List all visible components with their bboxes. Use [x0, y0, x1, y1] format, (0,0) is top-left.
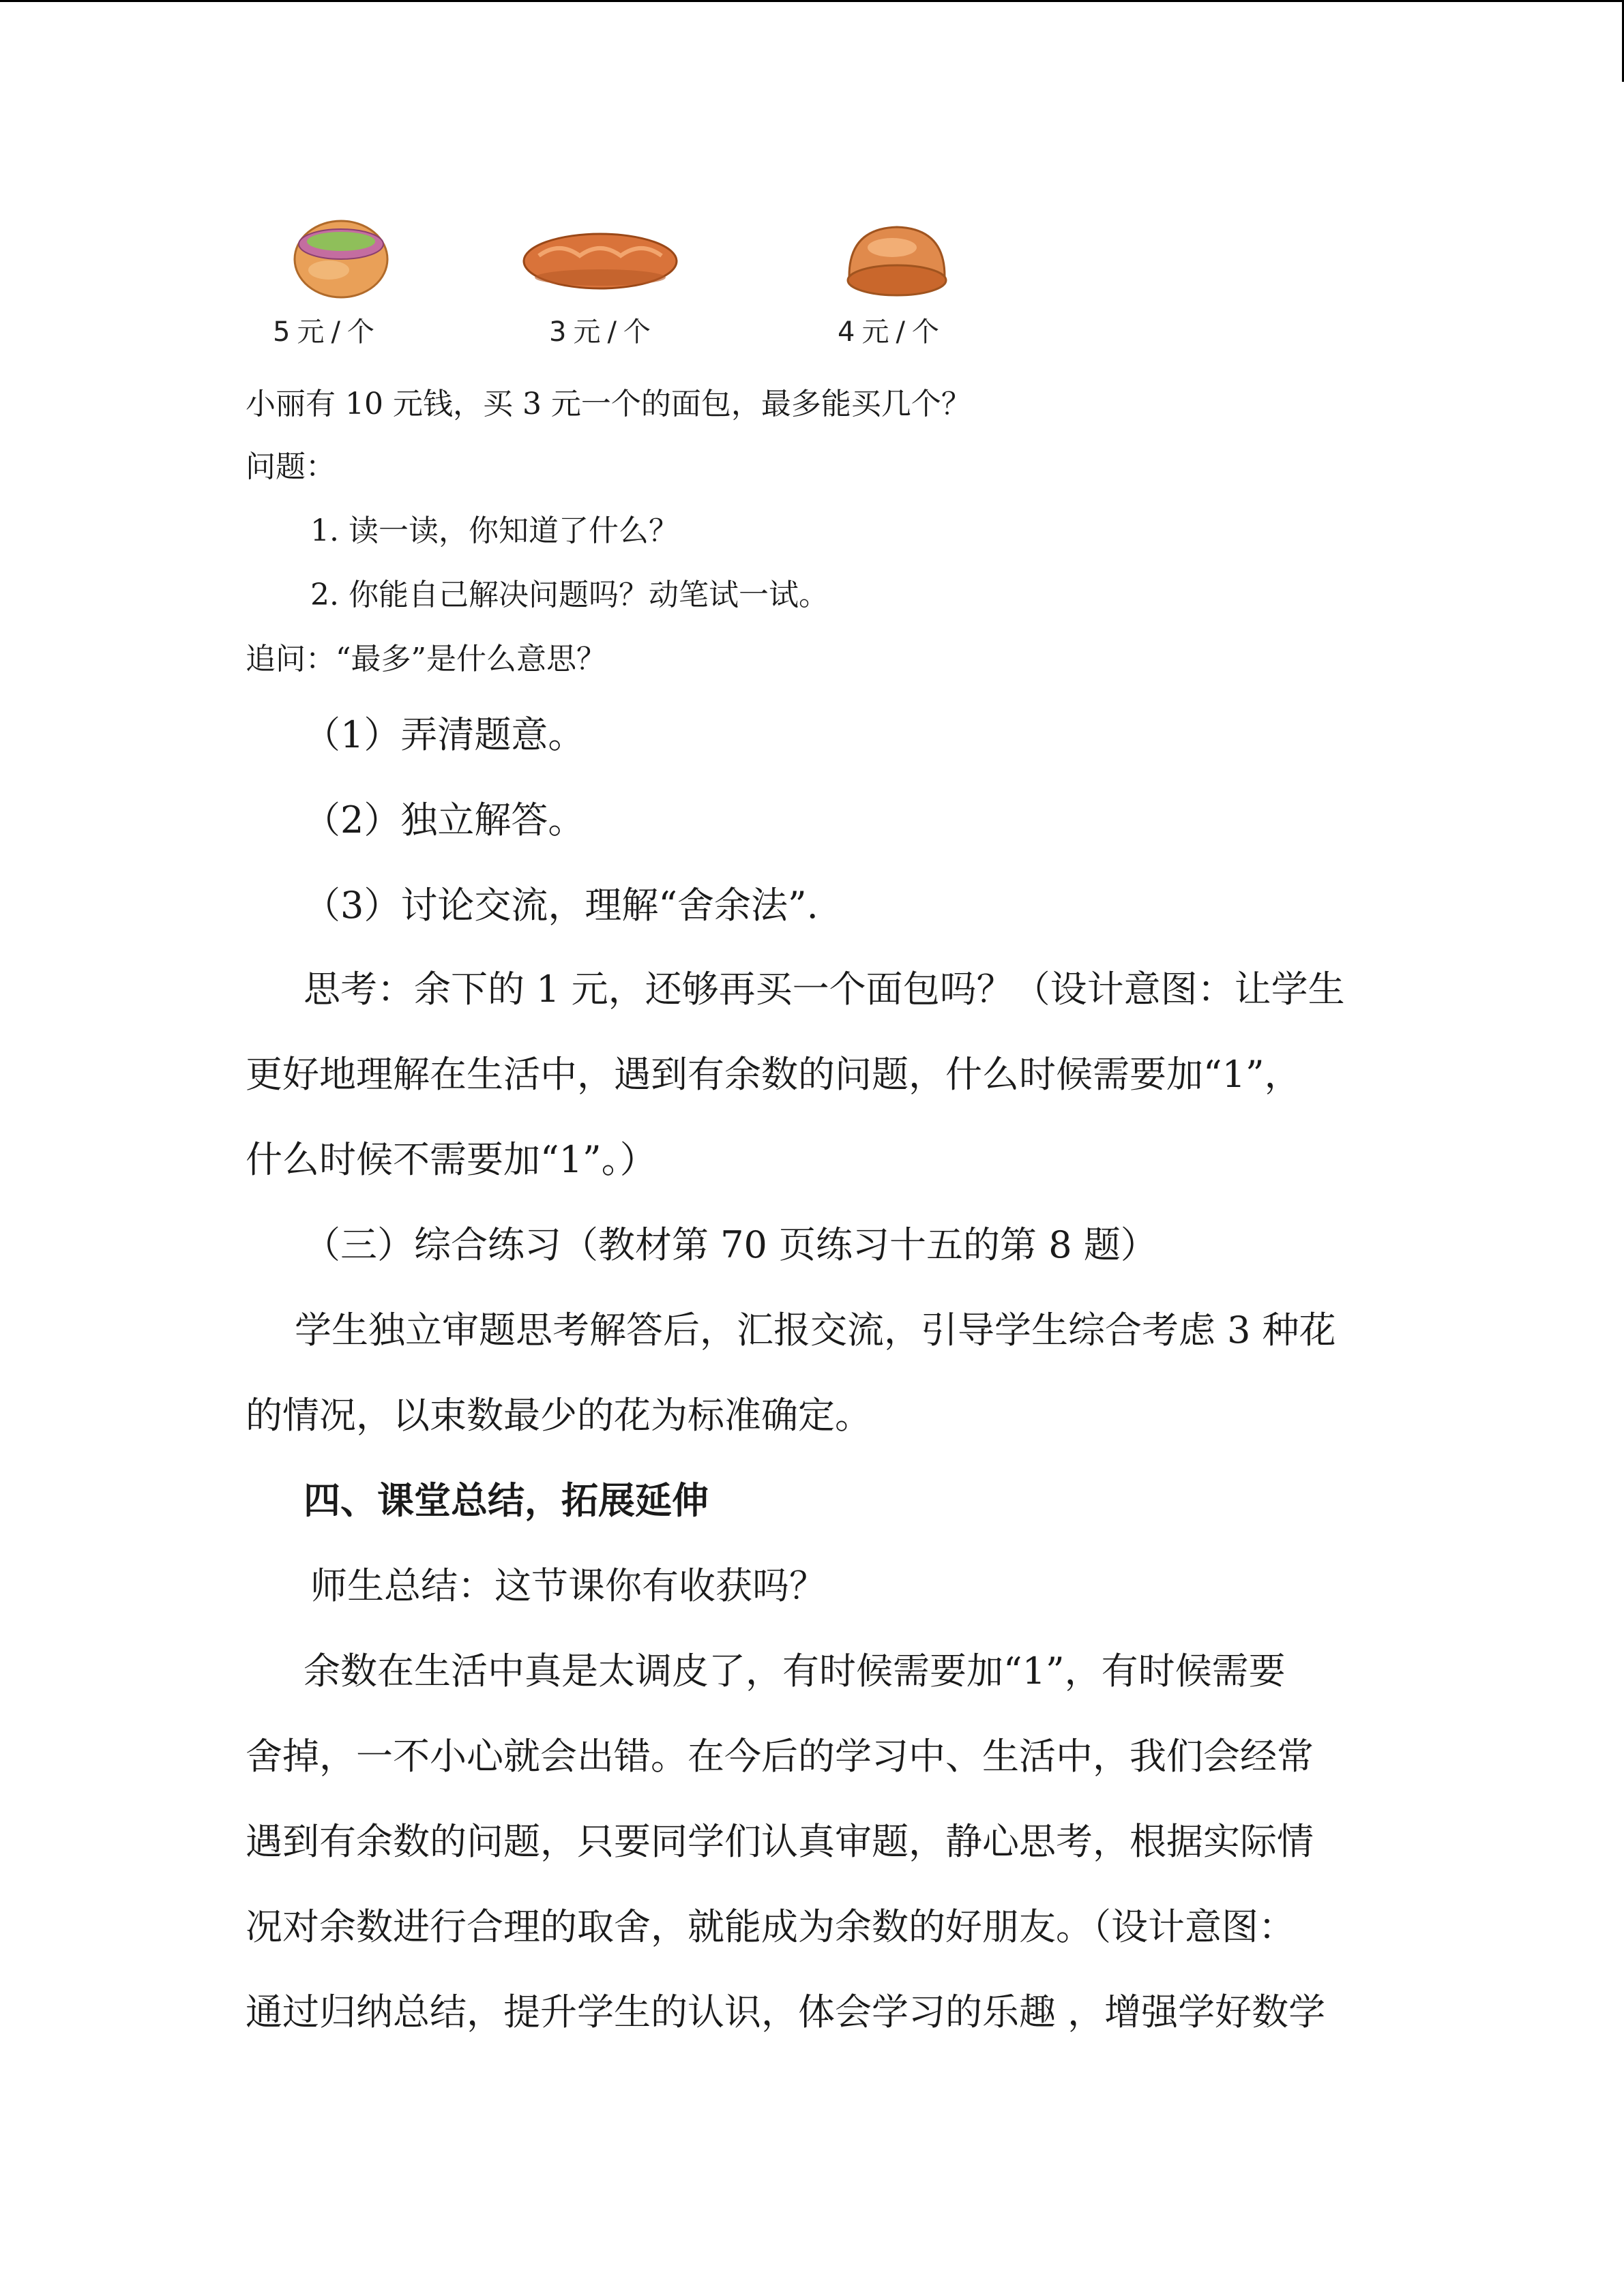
step-3: （3）讨论交流，理解“舍余法”.	[304, 884, 818, 927]
top-border	[0, 0, 1624, 2]
questions-label: 问题：	[246, 449, 336, 484]
step-2: （2）独立解答。	[304, 799, 585, 841]
think-line-2: 更好地理解在生活中，遇到有余数的问题，什么时候需要加“1”，	[246, 1053, 1301, 1096]
price-dome-bread: 4元/个	[838, 316, 946, 348]
practice-line-2: 的情况，以束数最少的花为标准确定。	[246, 1394, 872, 1437]
followup-question: 追问：“最多”是什么意思？	[246, 642, 606, 676]
summary-line-1: 余数在生活中真是太调皮了，有时候需要加“1”，有时候需要	[304, 1650, 1286, 1693]
price-long-bread: 3元/个	[549, 316, 658, 348]
summary-line-2: 舍掉，一不小心就会出错。在今后的学习中、生活中，我们会经常	[246, 1735, 1314, 1778]
summary-line-5: 通过归纳总结，提升学生的认识，体会学习的乐趣 ，增强学好数学	[246, 1991, 1326, 2033]
summary-question: 师生总结：这节课你有收获吗？	[310, 1564, 826, 1607]
think-line-3: 什么时候不需要加“1”。）	[246, 1138, 657, 1181]
long-bread-image	[518, 222, 682, 297]
think-line-1: 思考：余下的 1 元，还够再买一个面包吗？（设计意图：让学生	[304, 968, 1345, 1011]
round-bread-image	[286, 205, 396, 300]
problem-text: 小丽有 10 元钱，买 3 元一个的面包，最多能买几个？	[246, 387, 971, 421]
question-1: 1. 读一读，你知道了什么？	[310, 513, 679, 548]
summary-line-4: 况对余数进行合理的取舍，就能成为余数的好朋友。（设计意图：	[246, 1905, 1295, 1948]
practice-title: （三）综合练习（教材第 70 页练习十五的第 8 题）	[304, 1223, 1157, 1266]
price-round-bread: 5元/个	[273, 316, 381, 348]
practice-line-1: 学生独立审题思考解答后，汇报交流，引导学生综合考虑 3 种花	[295, 1309, 1336, 1352]
question-2: 2. 你能自己解决问题吗？动笔试一试。	[310, 578, 829, 612]
section-4-heading: 四、课堂总结，拓展延伸	[304, 1478, 709, 1522]
step-1: （1）弄清题意。	[304, 713, 585, 756]
dome-bread-image	[839, 215, 955, 303]
summary-line-3: 遇到有余数的问题，只要同学们认真审题，静心思考，根据实际情	[246, 1820, 1314, 1863]
